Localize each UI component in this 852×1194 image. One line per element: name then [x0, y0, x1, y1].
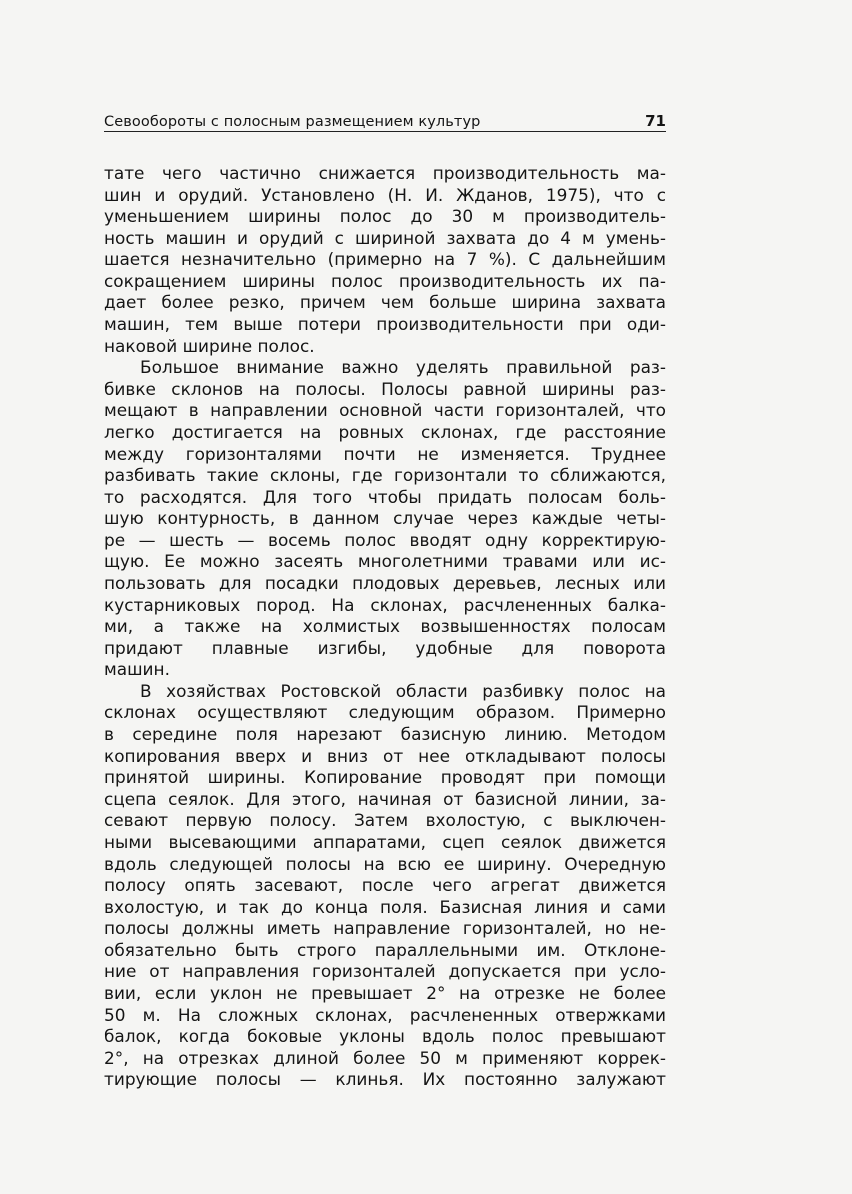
text-line: тате чего частично снижается производительность ма- — [104, 163, 666, 183]
text-line: копирования вверх и вниз от нее откладывают полосы — [104, 745, 666, 766]
text-line: севают первую полосу. Затем вхолостую, с выключен- — [104, 810, 666, 831]
text-line: ность машин и орудий с шириной захвата до 4 м умень- — [104, 227, 666, 248]
text-line: машин, тем выше потери производительности при оди- — [104, 314, 666, 335]
text-line: пользовать для посадки плодовых деревьев, лесных или — [104, 572, 666, 593]
header-rule — [104, 131, 666, 132]
text-line: наковой ширине полос. — [104, 335, 315, 356]
text-line: 2°, на отрезках длиной более 50 м применяют коррек- — [104, 1047, 666, 1068]
paragraph-start: В хозяйствах Ростовской области разбивку полос на — [140, 680, 666, 701]
text-line: то расходятся. Для того чтобы придать полосам боль- — [104, 486, 666, 507]
text-line: сцепа сеялок. Для этого, начиная от базисной линии, за- — [104, 788, 666, 809]
text-line: легко достигается на ровных склонах, где расстояние — [104, 421, 666, 442]
text-line: вдоль следующей полосы на всю ее ширину. Очередную — [104, 853, 666, 874]
text-line: разбивать такие склоны, где горизонтали то сближаются, — [104, 465, 666, 486]
text-line: склонах осуществляют следующим образом. Примерно — [104, 702, 666, 723]
text-line: кустарниковых пород. На склонах, расчлененных балка- — [104, 594, 666, 615]
text-line: щую. Ее можно засеять многолетними травами или ис- — [104, 551, 666, 572]
text-line: между горизонталями почти не изменяется. Труднее — [104, 443, 666, 464]
text-line: в середине поля нарезают базисную линию. Методом — [104, 724, 666, 745]
page-header — [104, 106, 666, 130]
text-line: бивке склонов на полосы. Полосы равной ширины раз- — [104, 378, 666, 399]
text-line: вхолостую, и так до конца поля. Базисная линия и сами — [104, 896, 666, 917]
text-line: шин и орудий. Установлено (Н. И. Жданов, 1975), что с — [104, 184, 666, 205]
paragraph-start: Большое внимание важно уделять правильной раз- — [140, 357, 666, 378]
body-text — [104, 163, 666, 1091]
text-line: дает более резко, причем чем больше ширина захвата — [104, 292, 666, 313]
text-line: придают плавные изгибы, удобные для поворота — [104, 637, 666, 658]
text-line: полосу опять засевают, после чего агрегат движется — [104, 875, 666, 896]
text-line: мещают в направлении основной части горизонталей, что — [104, 400, 666, 421]
text-line: уменьшением ширины полос до 30 м производитель- — [104, 206, 666, 227]
text-line: машин. — [104, 659, 170, 680]
text-line: ние от направления горизонталей допускается при усло- — [104, 961, 666, 982]
page-number: 71 — [645, 112, 666, 130]
text-line: ными высевающими аппаратами, сцеп сеялок движется — [104, 831, 666, 852]
text-line: тирующие полосы — клинья. Их постоянно залужают — [104, 1069, 666, 1090]
text-line: принятой ширины. Копирование проводят при помощи — [104, 767, 666, 788]
running-title: Севообороты с полосным размещением культур — [104, 114, 481, 130]
text-line: 50 м. На сложных склонах, расчлененных отвержками — [104, 1004, 666, 1025]
text-line: вии, если уклон не превышает 2° на отрезке не более — [104, 982, 666, 1003]
text-line: шается незначительно (примерно на 7 %). С дальнейшим — [104, 249, 666, 270]
text-line: сокращением ширины полос производительность их па- — [104, 270, 666, 291]
text-line: ми, а также на холмистых возвышенностях полосам — [104, 616, 666, 637]
text-line: обязательно быть строго параллельными им. Отклоне- — [104, 939, 666, 960]
text-line: полосы должны иметь направление горизонталей, но не- — [104, 918, 666, 939]
text-line: балок, когда боковые уклоны вдоль полос превышают — [104, 1026, 666, 1047]
text-line: шую контурность, в данном случае через каждые четы- — [104, 508, 666, 529]
text-line: ре — шесть — восемь полос вводят одну корректирую- — [104, 529, 666, 550]
